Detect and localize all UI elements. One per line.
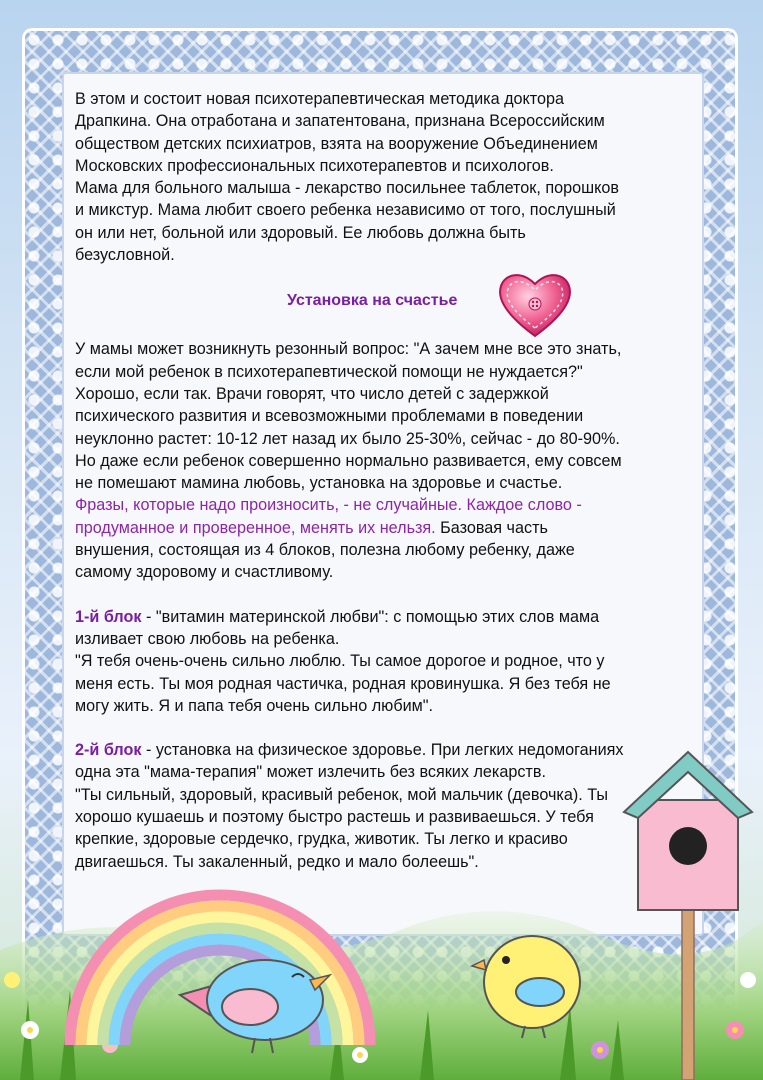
heart-button-icon	[495, 268, 575, 340]
text-fragment: - "витамин материнской любви": с помощью этих слов мама	[141, 607, 600, 626]
block-label: 1-й блок	[75, 607, 142, 626]
text-line: не помешают мамина любовь, установка на здоровье и счастье.	[75, 474, 563, 493]
text-line: Драпкина. Она отработана и запатентована, признана Всероссийским	[75, 112, 605, 131]
text-line: Хорошо, если так. Врачи говорят, что число детей с задержкой	[75, 384, 549, 403]
birdhouse-icon	[620, 750, 760, 1080]
text-line: меня есть. Ты моя родная частичка, родная кровинушка. Я без тебя не	[75, 674, 611, 693]
text-line: обществом детских психиатров, взята на вооружение Объединением	[75, 134, 598, 153]
text-line: психического развития и всевозможными проблемами в поведении	[75, 407, 584, 426]
text-line: он или нет, больной или здоровый. Ее любовь должна быть	[75, 223, 526, 242]
article-body	[75, 88, 690, 873]
text-line: двигаешься. Ты закаленный, редко и мало болеешь".	[75, 852, 479, 871]
text-line: если мой ребенок в психотерапевтической помощи не нуждается?"	[75, 362, 583, 381]
text-line: В этом и состоит новая психотерапевтическая методика доктора	[75, 90, 565, 108]
text-line: внушения, состоящая из 4 блоков, полезна любому ребенку, даже	[75, 541, 575, 560]
text-line: Мама для больного малыша - лекарство посильнее таблеток, порошков	[75, 179, 619, 198]
text-fragment: - установка на физическое здоровье. При легких недомоганиях	[141, 741, 624, 760]
text-line: хорошо кушаешь и поэтому быстро растешь и развиваешься. У тебя	[75, 808, 594, 827]
text-line: и микстур. Мама любит своего ребенка независимо от того, послушный	[75, 201, 616, 220]
block-1	[75, 606, 690, 717]
text-line: Но даже если ребенок совершенно нормально развивается, ему совсем	[75, 451, 622, 470]
text-line: У мамы может возникнуть резонный вопрос: "А зачем мне все это знать,	[75, 340, 622, 359]
emphasis-text: продуманное и проверенное, менять их нельзя.	[75, 518, 436, 537]
text-line: неуклонно растет: 10-12 лет назад их было 25-30%, сейчас - до 80-90%.	[75, 429, 620, 448]
meadow-scene	[0, 830, 763, 1080]
text-fragment: Базовая часть	[435, 518, 548, 537]
spacer	[75, 717, 690, 739]
text-line: Московских профессиональных психотерапевтов и психологов.	[75, 156, 554, 175]
text-line: изливает свою любовь на ребенка.	[75, 629, 340, 648]
spacer	[75, 584, 690, 606]
text-line: одна эта "мама-терапия" может излечить без всяких лекарств.	[75, 763, 546, 782]
yellow-bird-icon	[470, 920, 590, 1040]
emphasis-line: Фразы, которые надо произносить, - не случайные. Каждое слово -	[75, 496, 582, 515]
blue-bird-icon	[170, 935, 340, 1055]
paragraph-2	[75, 338, 690, 583]
block-label: 2-й блок	[75, 741, 142, 760]
section-heading: Установка на счастье	[287, 292, 458, 310]
text-line: "Я тебя очень-очень сильно люблю. Ты самое дорогое и родное, что у	[75, 652, 605, 671]
text-line	[75, 739, 690, 761]
text-line: "Ты сильный, здоровый, красивый ребенок, мой мальчик (девочка). Ты	[75, 785, 609, 804]
text-line	[75, 517, 690, 539]
text-line: крепкие, здоровые сердечко, грудка, животик. Ты легко и красиво	[75, 830, 568, 849]
text-line: самому здоровому и счастливому.	[75, 563, 334, 582]
section-heading-row	[75, 270, 690, 324]
text-line: безусловной.	[75, 246, 175, 265]
intro-paragraph	[75, 88, 690, 266]
text-line	[75, 606, 690, 628]
text-line: могу жить. Я и папа тебя очень сильно любим".	[75, 696, 434, 715]
